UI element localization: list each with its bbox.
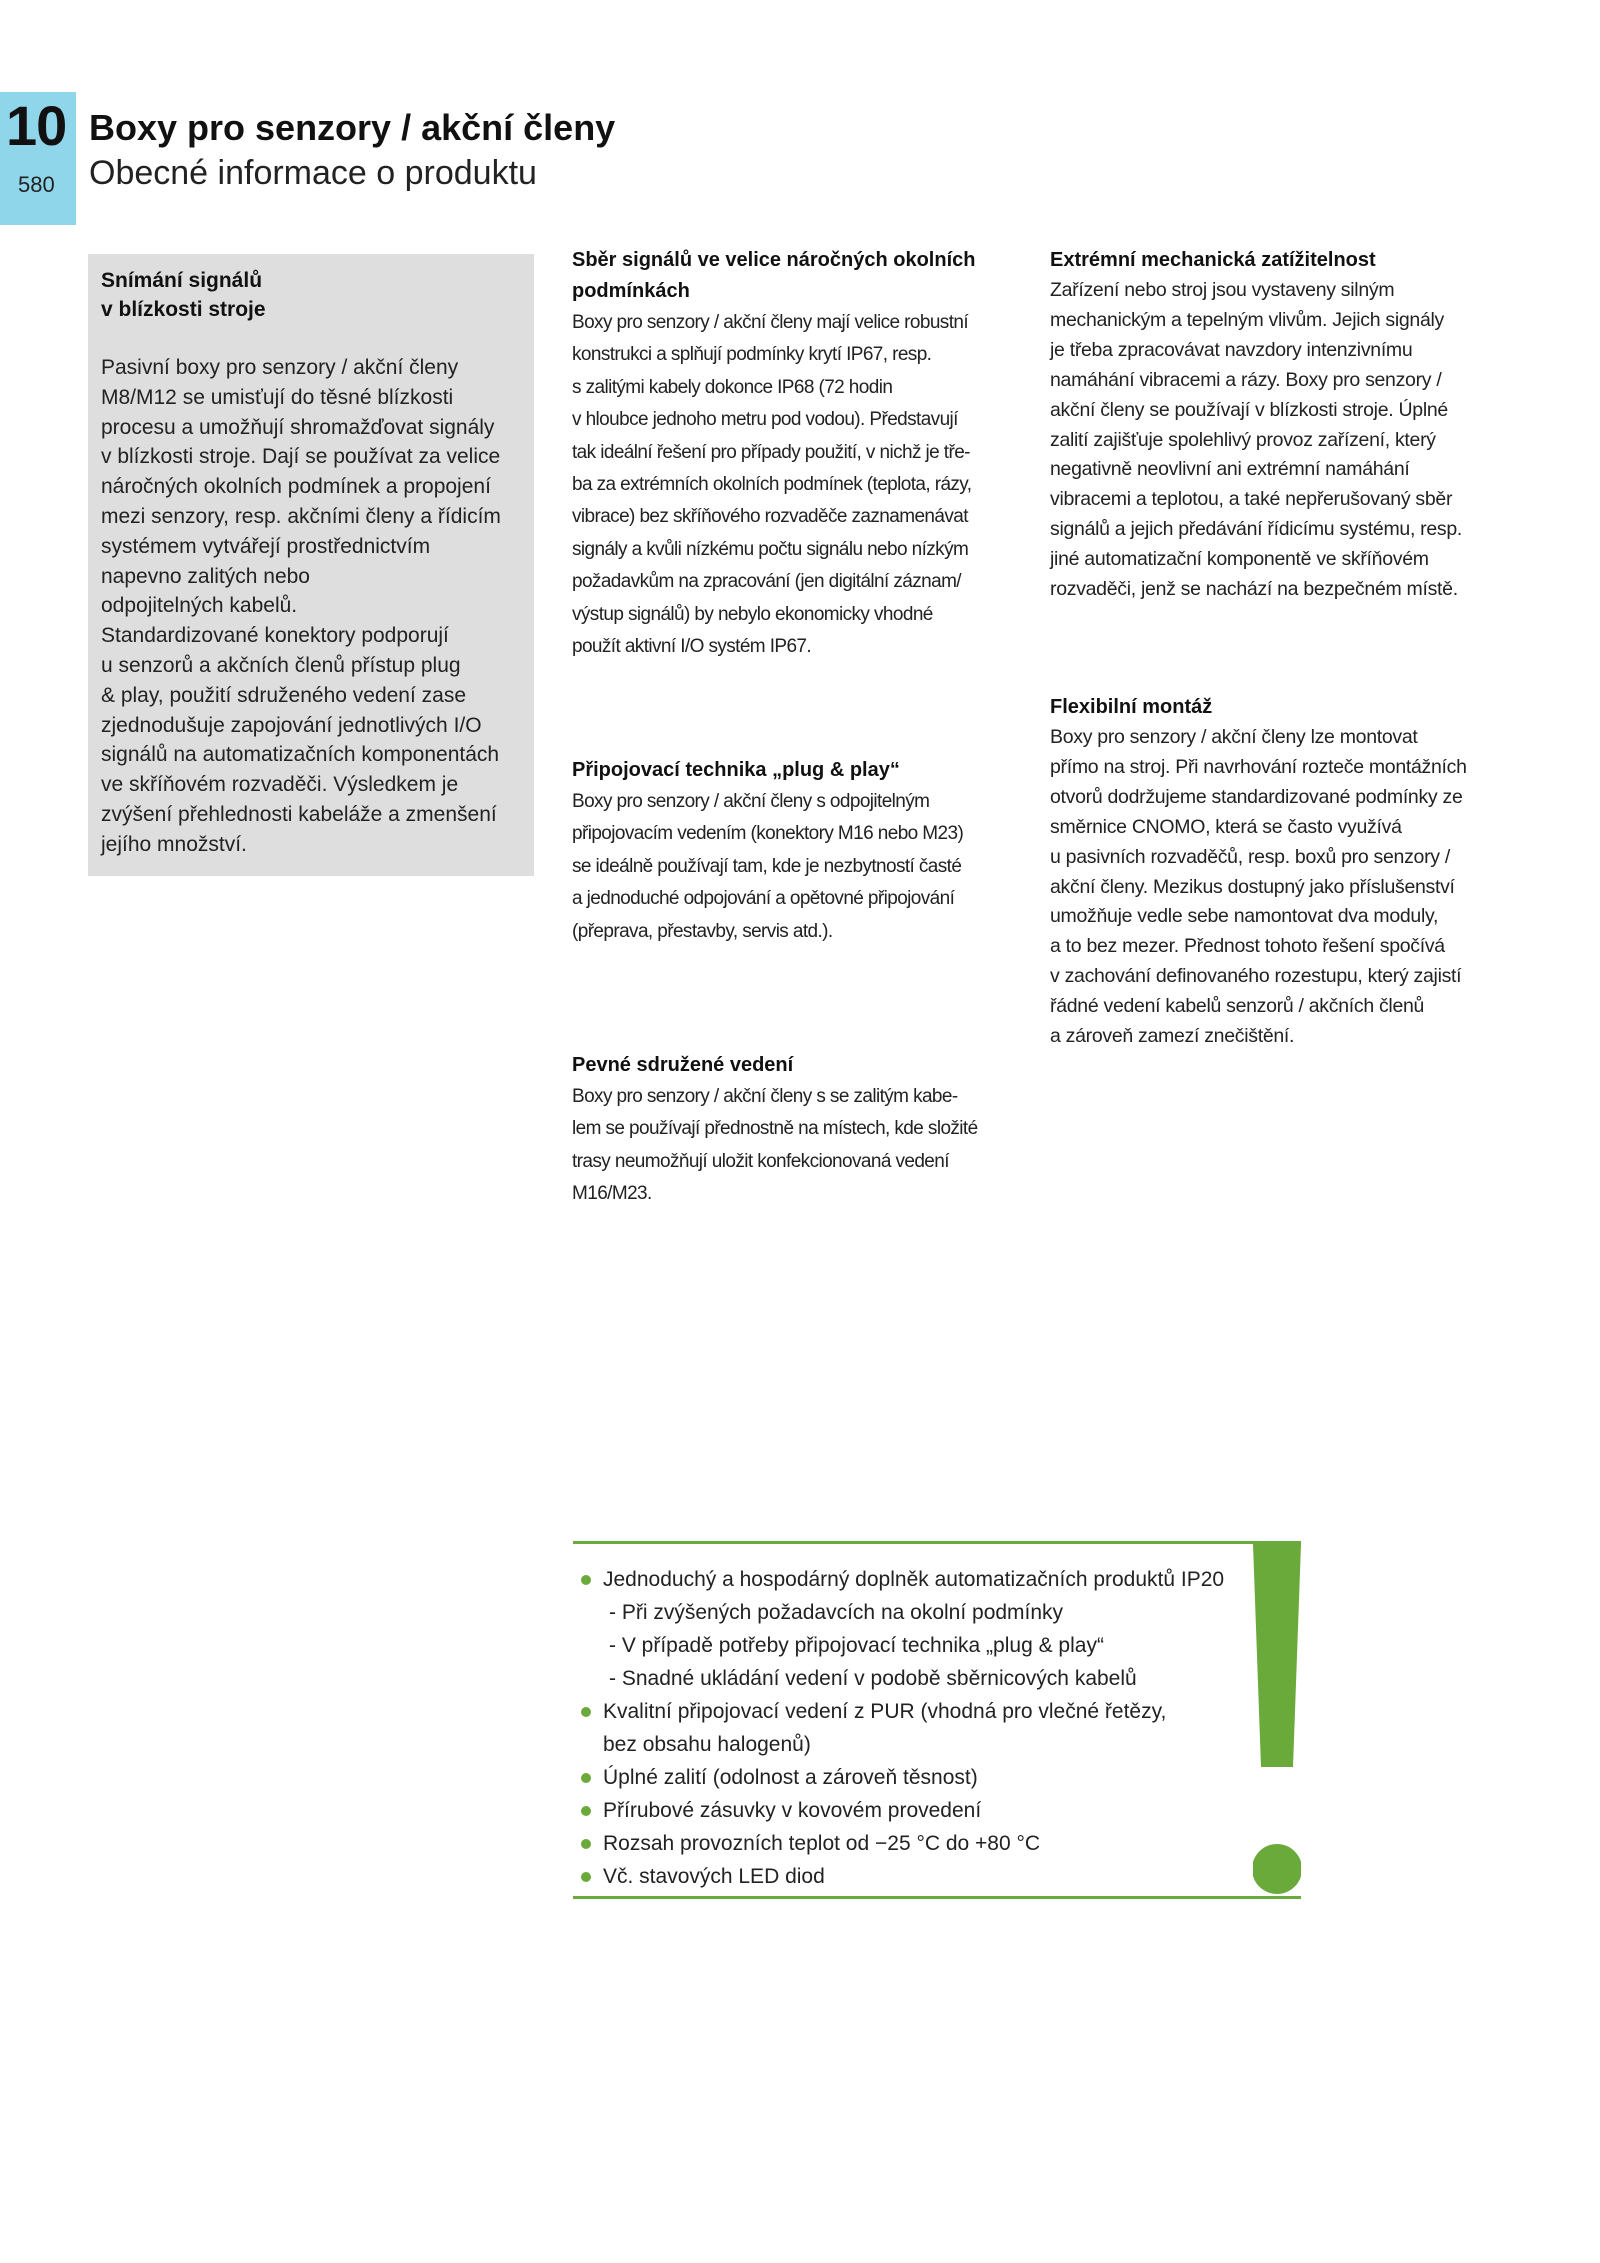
section-text-line: vibracemi a teplotou, a také nepřerušovaný sběr (1050, 488, 1453, 511)
section-text-line: jiné automatizační komponentě ve skříňovém (1050, 548, 1429, 571)
section-text-line: signálů a jejich předávání řídicímu systému, resp. (1050, 518, 1463, 541)
intro-text-line: procesu a umožňují shromažďovat signály (101, 415, 495, 439)
highlight-item: Jednoduchý a hospodárný doplněk automatizačních produktů IP20 (581, 1563, 1221, 1596)
intro-text-line: systémem vytvářejí prostřednictvím (101, 534, 431, 558)
bullet-icon (581, 1839, 591, 1849)
bullet-icon (581, 1575, 591, 1585)
section-text-line: připojovacím vedením (konektory M16 nebo M23) (572, 823, 964, 845)
section-text-line: mechanickým a tepelným vlivům. Jejich signály (1050, 308, 1444, 331)
section-heading: podmínkách (572, 280, 690, 302)
section-text-line: (přeprava, přestavby, servis atd.). (572, 920, 833, 942)
chapter-number: 10 (6, 94, 67, 157)
section-text-line: směrnice CNOMO, která se často využívá (1050, 815, 1402, 838)
section-text-line: otvorů dodržujeme standardizované podmínky ze (1050, 785, 1463, 808)
section-text-line: signály a kvůli nízkému počtu signálu nebo nízkým (572, 538, 969, 560)
section-text-line: a zároveň zamezí znečištění. (1050, 1025, 1295, 1048)
highlight-item: Přírubové zásuvky v kovovém provedení (581, 1794, 1221, 1827)
page-title: Boxy pro senzory / akční členy (89, 107, 616, 148)
section-text-line: Boxy pro senzory / akční členy lze montovat (1050, 726, 1418, 748)
section-text-line: a jednoduché odpojování a opětovné připojování (572, 888, 955, 910)
intro-text-line: zjednodušuje zapojování jednotlivých I/O (101, 713, 482, 737)
section-text-line: tak ideální řešení pro případy použití, v nichž je tře- (572, 441, 970, 463)
intro-text-line: Pasivní boxy pro senzory / akční členy (101, 356, 459, 379)
bullet-icon (581, 1872, 591, 1882)
section-text-line: výstup signálů) by nebylo ekonomicky vhodné (572, 603, 933, 625)
section-text-line: Boxy pro senzory / akční členy mají velice robustní (572, 312, 969, 333)
section-text-line: negativně neovlivní ani extrémní namáhání (1050, 458, 1410, 481)
highlight-item: Úplné zalití (odolnost a zároveň těsnost) (581, 1761, 1221, 1794)
intro-text-line: u senzorů a akčních členů přístup plug (101, 653, 461, 677)
bullet-icon (581, 1806, 591, 1816)
section-text-line: zalití zajišťuje spolehlivý provoz zařízení, který (1050, 428, 1436, 451)
page-number: 580 (18, 172, 55, 197)
highlight-subitem: - Při zvýšených požadavcích na okolní podmínky (609, 1601, 1064, 1624)
intro-text-line: jejího množství. (101, 832, 247, 856)
section-text-line: Zařízení nebo stroj jsou vystaveny silným (1050, 279, 1395, 301)
intro-box (88, 254, 534, 876)
col2-section (572, 755, 1012, 948)
section-heading: Extrémní mechanická zatížitelnost (1050, 249, 1376, 271)
section-text-line: použít aktivní I/O systém IP67. (572, 636, 812, 658)
section-text-line: trasy neumožňují uložit konfekcionovaná vedení (572, 1150, 949, 1172)
intro-text-line: v blízkosti stroje. Dají se používat za velice (101, 445, 501, 469)
intro-text-line: ve skříňovém rozvaděči. Výsledkem je (101, 773, 459, 797)
page-subtitle: Obecné informace o produktu (89, 154, 537, 192)
col3-section (1050, 245, 1480, 605)
highlights-box (573, 1541, 1301, 1899)
highlight-item: bez obsahu halogenů) (603, 1733, 811, 1756)
section-text-line: u pasivních rozvaděčů, resp. boxů pro senzory / (1050, 845, 1450, 868)
col2-section (572, 1050, 1012, 1211)
section-heading: Pevné sdružené vedení (572, 1054, 794, 1076)
section-text-line: akční členy se používají v blízkosti stroje. Úplné (1050, 398, 1448, 421)
section-heading: Flexibilní montáž (1050, 696, 1213, 718)
highlight-subitem: - Snadné ukládání vedení v podobě sběrnicových kabelů (609, 1667, 1137, 1690)
section-text-line: namáhání vibracemi a rázy. Boxy pro senzory / (1050, 368, 1442, 391)
section-text-line: Boxy pro senzory / akční členy s se zalitým kabe- (572, 1086, 958, 1107)
highlights-bottom-rule (573, 1896, 1301, 1899)
section-text-line: požadavkům na zpracování (jen digitální záznam/ (572, 571, 961, 593)
section-text-line: v zachování definovaného rozestupu, který zajistí (1050, 965, 1462, 988)
intro-text (101, 353, 521, 860)
section-text-line: akční členy. Mezikus dostupný jako příslušenství (1050, 875, 1455, 898)
intro-text-line: napevno zalitých nebo (101, 564, 310, 588)
highlight-item: Kvalitní připojovací vedení z PUR (vhodná pro vlečné řetězy, (581, 1695, 1221, 1728)
section-text-line: přímo na stroj. Při navrhování rozteče montážních (1050, 755, 1467, 778)
intro-text-line: Standardizované konektory podporují (101, 624, 449, 648)
bullet-icon (581, 1773, 591, 1783)
intro-text-line: & play, použití sdruženého vedení zase (101, 683, 467, 707)
highlights-list (581, 1563, 1225, 1893)
intro-heading-line: v blízkosti stroje (101, 298, 266, 321)
section-text-line: Boxy pro senzory / akční členy s odpojitelným (572, 791, 930, 812)
section-text-line: ba za extrémních okolních podmínek (teplota, rázy, (572, 474, 972, 496)
intro-text-line: mezi senzory, resp. akčními členy a řídicím (101, 504, 501, 528)
section-text-line: řádné vedení kabelů senzorů / akčních členů (1050, 995, 1425, 1018)
section-text-line: je třeba zpracovávat navzdory intenzivnímu (1050, 338, 1413, 361)
section-heading: Připojovací technika „plug & play“ (572, 759, 900, 781)
section-text-line: vibrace) bez skříňového rozvaděče zaznamenávat (572, 506, 968, 528)
section-text-line: lem se používají přednostně na místech, kde složité (572, 1118, 978, 1140)
intro-text-line: signálů na automatizačních komponentách (101, 743, 500, 767)
intro-heading-line: Snímání signálů (101, 269, 263, 292)
intro-text-line: odpojitelných kabelů. (101, 594, 298, 618)
intro-text-line: náročných okolních podmínek a propojení (101, 475, 491, 499)
intro-text-line: zvýšení přehlednosti kabeláže a zmenšení (101, 802, 497, 826)
intro-text-line: M8/M12 se umisťují do těsné blízkosti (101, 385, 454, 409)
exclamation-mark-icon (1253, 1541, 1301, 1899)
section-text-line: a to bez mezer. Přednost tohoto řešení spočívá (1050, 935, 1445, 958)
intro-heading (101, 266, 521, 324)
highlights-top-rule (573, 1541, 1301, 1544)
section-text-line: konstrukci a splňují podmínky krytí IP67, resp. (572, 344, 932, 366)
highlight-item: Rozsah provozních teplot od −25 °C do +80 °C (581, 1827, 1221, 1860)
col2-section (572, 245, 1012, 663)
col3-section (1050, 692, 1480, 1052)
section-text-line: se ideálně používají tam, kde je nezbytností časté (572, 855, 962, 877)
section-text-line: rozvaděči, jenž se nachází na bezpečném místě. (1050, 578, 1458, 601)
section-text-line: s zalitými kabely dokonce IP68 (72 hodin (572, 376, 893, 398)
highlight-item: Vč. stavových LED diod (581, 1860, 1221, 1893)
highlight-subitem: - V případě potřeby připojovací technika „plug & play“ (609, 1634, 1104, 1657)
section-text-line: M16/M23. (572, 1183, 652, 1205)
section-text-line: v hloubce jednoho metru pod vodou). Představují (572, 409, 958, 431)
section-heading: Sběr signálů ve velice náročných okolních (572, 249, 976, 271)
section-text-line: umožňuje vedle sebe namontovat dva moduly, (1050, 905, 1439, 928)
bullet-icon (581, 1707, 591, 1717)
